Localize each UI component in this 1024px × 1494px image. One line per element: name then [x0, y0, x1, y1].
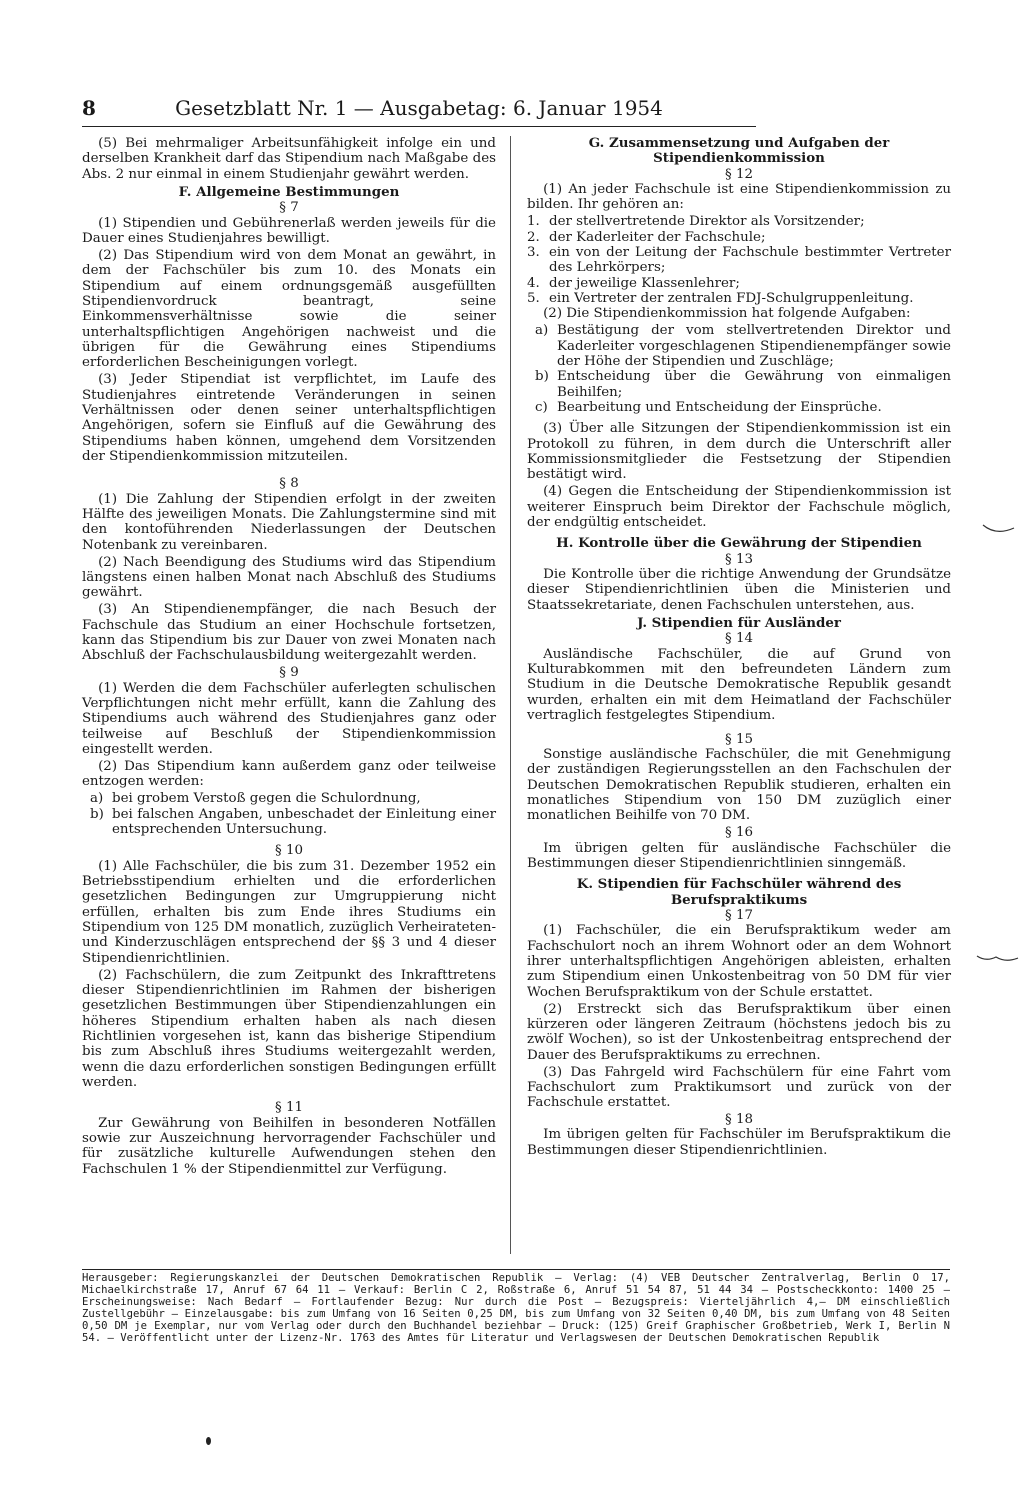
paragraph-number: § 16 [725, 825, 753, 841]
list-marker: 1. [527, 214, 540, 230]
section-heading: K. Stipendien für Fachschüler während des Berufspraktikums [576, 876, 902, 908]
paragraph: Die Kontrolle über die richtige Anwendung der Grundsätze dieser Stipendienrichtlinien üben die Ministerien und Staatssekretariate, denen Fachschulen unterstehen, aus. [527, 567, 951, 613]
list-marker: 2. [527, 229, 540, 245]
paragraph: (1) Werden die dem Fachschüler auferlegten schulischen Verpflichtungen nicht mehr erfüllt, kann die Zahlung des Stipendiums auch während des Studienjahres ganz oder teilweise auf Beschluß der Stipendienkommission eingestellt werden. [82, 680, 496, 758]
paragraph-number: § 10 [275, 843, 303, 859]
paragraph: (1) Stipendien und Gebührenerlaß werden jeweils für die Dauer eines Studienjahres bewilligt. [82, 215, 496, 247]
paragraph: (1) Alle Fachschüler, die bis zum 31. Dezember 1952 ein Betriebsstipendium erhielten und die erforderlichen gesetzlichen Bedingungen zur Umgruppierung nicht erfüllen, erhalten bis zum Ende ihres Studiums ein Stipendium von 125 DM monatlich, zuzüglich Verheirateten- und Kinderzuschlägen entsprechend der §§ 3 und 4 dieser Stipendienrichtlinien. [82, 858, 496, 966]
paragraph-number: § 7 [279, 200, 299, 216]
paragraph: (2) Erstreckt sich das Berufspraktikum über einen kürzeren oder längeren Zeitraum (höchstens jedoch bis zu zwölf Wochen), so ist der Unkostenbeitrag entsprechend der Dauer des Berufspraktikums zu errechnen. [527, 1001, 951, 1063]
list-item [527, 245, 951, 276]
list-marker: b) [535, 369, 549, 385]
paragraph-number: § 13 [725, 551, 753, 567]
list-text: der jeweilige Klassenlehrer; [549, 275, 740, 291]
paragraph: Ausländische Fachschüler, die auf Grund von Kulturabkommen mit den befreundeten Ländern zum Studium in die Deutsche Demokratische Republik gesandt wurden, erhalten ein mit dem Heimatland der Fachschüler vertraglich festgelegtes Stipendium. [527, 646, 951, 724]
margin-mark-icon [976, 952, 1020, 966]
list-item [527, 400, 951, 415]
paragraph: Im übrigen gelten für Fachschüler im Berufspraktikum die Bestimmungen dieser Stipendienrichtlinien. [527, 1127, 951, 1158]
margin-mark-icon [982, 522, 1016, 538]
paragraph: (4) Gegen die Entscheidung der Stipendienkommission ist weiterer Einspruch beim Direktor der Fachschule möglich, der endgültig entscheidet. [527, 484, 951, 531]
list-item [527, 369, 951, 400]
section-heading: H. Kontrolle über die Gewährung der Stipendien [556, 535, 922, 552]
list-text: Bestätigung der vom stellvertretenden Direktor und Kaderleiter vorgeschlagenen Stipendienempfänger sowie der Höhe der Stipendien und Zuschläge; [557, 323, 951, 369]
section-heading: F. Allgemeine Bestimmungen [178, 184, 400, 201]
list-marker: c) [535, 400, 548, 416]
list-text: ein von der Leitung der Fachschule bestimmter Vertreter des Lehrkörpers; [549, 245, 951, 276]
list-item [527, 291, 951, 306]
paragraph: (2) Das Stipendium wird von dem Monat an gewährt, in dem der Fachschüler bis zum 10. des Monats ein Stipendium auf einem ordnungsgemäß ausgefüllten Stipendienvordruck beantragt, seine Einkommensverhältnisse sowie die seiner unterhaltspflichtigen Angehörigen nachweist und die übrigen für die Gewährung eines Stipendiums erforderlichen Bescheinigungen vorlegt. [82, 248, 496, 371]
paragraph: Im übrigen gelten für ausländische Fachschüler die Bestimmungen dieser Stipendienrichtlinien sinngemäß. [527, 840, 951, 871]
paragraph: (1) Die Zahlung der Stipendien erfolgt in der zweiten Hälfte des jeweiligen Monats. Die Zahlungstermine sind mit den kontoführenden Niederlassungen der Deutschen Notenbank zu vereinbaren. [82, 491, 496, 553]
list-text: ein Vertreter der zentralen FDJ-Schulgruppenleitung. [549, 291, 914, 307]
paragraph-number: § 15 [725, 731, 753, 747]
paragraph: (2) Nach Beendigung des Studiums wird das Stipendium längstens einen halben Monat nach Abschluß des Studiums gewährt. [82, 554, 496, 601]
list-marker: a) [535, 323, 549, 339]
list-marker: a) [90, 791, 104, 807]
gazette-title: Gesetzblatt Nr. 1 — Ausgabetag: 6. Januar 1954 [175, 96, 663, 120]
right-column [527, 136, 951, 1160]
list-marker: b) [90, 806, 104, 822]
paragraph: (1) An jeder Fachschule ist eine Stipendienkommission zu bilden. Ihr gehören an: [527, 182, 951, 213]
list-text: Bearbeitung und Entscheidung der Einsprüche. [557, 400, 882, 416]
paragraph: (3) Das Fahrgeld wird Fachschülern für eine Fahrt vom Fachschulort zum Praktikumsort und zurück von der Fachschule erstattet. [527, 1064, 951, 1111]
paragraph-number: § 14 [725, 631, 753, 647]
page-header [82, 92, 756, 127]
paragraph: Sonstige ausländische Fachschüler, die mit Genehmigung der zuständigen Regierungsstellen an den Fachschulen der Deutschen Demokratischen Republik studieren, erhalten ein monatliches Stipendium von 150 DM zuzüglich einer monatlichen Beihilfe von 70 DM. [527, 746, 951, 824]
paragraph: (3) An Stipendienempfänger, die nach Besuch der Fachschule das Studium an einer Hochschule fortsetzen, kann das Stipendium bis zur Dauer von zwei Monaten nach Abschluß der Fachschulausbildung weitergezahlt werden. [82, 602, 496, 664]
list-text: bei falschen Angaben, unbeschadet der Einleitung einer entsprechenden Untersuchung. [112, 806, 496, 837]
list-marker: 4. [527, 275, 540, 291]
list-text: der Kaderleiter der Fachschule; [549, 229, 766, 245]
paragraph-number: § 12 [725, 166, 753, 182]
paragraph: (3) Jeder Stipendiat ist verpflichtet, im Laufe des Studienjahres eintretende Veränderungen in seinen Verhältnissen oder denen seiner unterhaltspflichtigen Angehörigen, sofern sie Einfluß auf die Gewährung des Stipendiums haben können, umgehend dem Vorsitzenden der Stipendienkommission mitzuteilen. [82, 372, 496, 465]
ink-dot [206, 1437, 211, 1445]
list-item [527, 214, 951, 229]
member-list [527, 214, 951, 306]
page-number: 8 [82, 96, 96, 120]
paragraph: (5) Bei mehrmaliger Arbeitsunfähigkeit infolge ein und derselben Krankheit darf das Stipendium nach Maßgabe des Abs. 2 nur einmal in einem Studienjahr gewährt werden. [82, 136, 496, 182]
paragraph-number: § 17 [725, 907, 753, 923]
imprint-footer: Herausgeber: Regierungskanzlei der Deutschen Demokratischen Republik — Verlag: (4) VEB Deutscher Zentralverlag, Berlin O 17, Michaelkirchstraße 17, Anruf 67 64 11 — Verkauf: Berlin C 2, Roßstraße 6, Anruf 51 54 87, 51 44 34 — Postscheckkonto: 1400 25 — Erscheinungsweise: Nach Bedarf — Fortlaufender Bezug: Nur durch die Post — Bezugspreis: Vierteljährlich 4,— DM einschließlich Zustellgebühr — Einzelausgabe: bis zum Umfang von 16 Seiten 0,25 DM, bis zum Umfang von 32 Seiten 0,40 DM, bis zum Umfang von 48 Seiten 0,50 DM je Exemplar, nur vom Verlag oder durch den Buchhandel beziehbar — Druck: (125) Greif Graphischer Großbetrieb, Werk I, Berlin N 54. — Veröffentlicht unter der Lizenz-Nr. 1763 des Amtes für Literatur und Verlagswesen der Deutschen Demokratischen Republik [82, 1269, 950, 1344]
paragraph-number: § 18 [725, 1112, 753, 1128]
paragraph-number: § 9 [279, 665, 299, 681]
task-list [527, 323, 951, 415]
list-marker: 5. [527, 291, 540, 307]
section-heading: G. Zusammensetzung und Aufgaben der Stipendienkommission [588, 135, 890, 167]
paragraph-number: § 11 [275, 1100, 303, 1116]
paragraph: (1) Fachschüler, die ein Berufspraktikum weder am Fachschulort noch an ihrem Wohnort oder an dem Wohnort ihrer unterhaltspflichtigen Angehörigen ableisten, erhalten zum Stipendium einen Unkostenbeitrag von 50 DM für vier Wochen Berufspraktikum von der Schule erstattet. [527, 923, 951, 1000]
section-heading: J. Stipendien für Ausländer [637, 615, 841, 632]
list-item [82, 791, 496, 806]
list-item [82, 807, 496, 838]
paragraph: (2) Das Stipendium kann außerdem ganz oder teilweise entzogen werden: [82, 758, 496, 790]
left-column [82, 136, 496, 1179]
list-text: Entscheidung über die Gewährung von einmaligen Beihilfen; [557, 369, 951, 400]
paragraph: Zur Gewährung von Beihilfen in besonderen Notfällen sowie zur Auszeichnung hervorragender Fachschüler und für zusätzliche kulturelle Aufwendungen stehen den Fachschulen 1 % der Stipendienmittel zur Verfügung. [82, 1115, 496, 1177]
list-text: bei grobem Verstoß gegen die Schulordnung, [112, 791, 421, 807]
list-item [527, 323, 951, 369]
paragraph-number: § 8 [279, 476, 299, 492]
column-divider [510, 136, 511, 1254]
list-text: der stellvertretende Direktor als Vorsitzender; [549, 214, 865, 230]
list-item [527, 230, 951, 245]
list-marker: 3. [527, 245, 540, 260]
paragraph: (2) Die Stipendienkommission hat folgende Aufgaben: [543, 306, 911, 322]
paragraph: (3) Über alle Sitzungen der Stipendienkommission ist ein Protokoll zu führen, in dem durch die Unterschrift aller Kommissionsmitglieder die Festsetzung der Stipendien bestätigt wird. [527, 421, 951, 483]
paragraph: (2) Fachschülern, die zum Zeitpunkt des Inkrafttretens dieser Stipendienrichtlinien im Rahmen der bisherigen gesetzlichen Bestimmungen über Stipendienzahlungen ein höheres Stipendium erhalten haben als nach diesen Richtlinien vorgesehen ist, kann das bisherige Stipendium bis zum Abschluß ihres Studiums weitergezahlt werden, wenn die dazu erforderlichen sonstigen Bedingungen erfüllt werden. [82, 967, 496, 1091]
list-item [527, 276, 951, 291]
